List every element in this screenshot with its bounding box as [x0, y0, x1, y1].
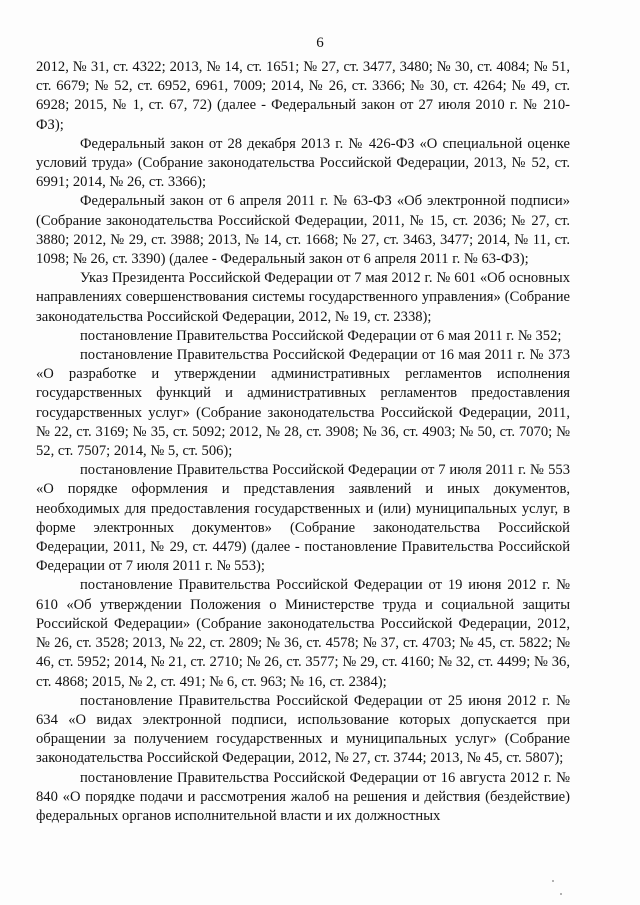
scan-speck	[560, 893, 562, 895]
scan-speck	[552, 880, 554, 882]
document-body	[36, 58, 570, 826]
paragraph-resolution-840: постановление Правительства Российской Федерации от 16 августа 2012 г. № 840 «О порядке подачи и рассмотрения жалоб на решения и действия (бездействие) федеральных органов исполнительной власти и их должностных	[36, 769, 570, 824]
paragraph-resolution-610: постановление Правительства Российской Федерации от 19 июня 2012 г. № 610 «Об утверждении Положения о Министерстве труда и социальной защиты Российской Федерации» (Собрание законодательства Российской Федерации, 2012, № 26, ст. 3528; 2013, № 22, ст. 2809; № 36, ст. 4578; № 37, ст. 4703; № 45, ст. 5822; № 46, ст. 5952; 2014, № 21, ст. 2710; № 26, ст. 3577; № 29, ст. 4160; № 32, ст. 4499; № 36, ст. 4868; 2015, № 2, ст. 491; № 6, ст. 963; № 16, ст. 2384);	[36, 577, 570, 690]
paragraph-federal-law-63: Федеральный закон от 6 апреля 2011 г. № 63-ФЗ «Об электронной подписи» (Собрание законодательства Российской Федерации, 2011, № 15, ст. 2036; № 27, ст. 3880; 2012, № 29, ст. 3988; 2013, № 14, ст. 1668; № 27, ст. 3463, 3477; 2014, № 11, ст. 1098; № 26, ст. 3390) (далее - Федеральный закон от 6 апреля 2011 г. № 63-ФЗ);	[36, 193, 570, 268]
paragraph-continued-citation: 2012, № 31, ст. 4322; 2013, № 14, ст. 1651; № 27, ст. 3477, 3480; № 30, ст. 4084; № 51, ст. 6679; № 52, ст. 6952, 6961, 7009; 2014, № 26, ст. 3366; № 30, ст. 4264; № 49, ст. 6928; 2015, № 1, ст. 67, 72) (далее - Федеральный закон от 27 июля 2010 г. № 210-ФЗ);	[36, 59, 570, 133]
paragraph-federal-law-426: Федеральный закон от 28 декабря 2013 г. № 426-ФЗ «О специальной оценке условий труда» (Собрание законодательства Российской Федерации, 2013, № 52, ст. 6991; 2014, № 26, ст. 3366);	[36, 135, 570, 191]
paragraph-resolution-352: постановление Правительства Российской Федерации от 6 мая 2011 г. № 352;	[80, 327, 562, 344]
paragraph-presidential-decree-601: Указ Президента Российской Федерации от 7 мая 2012 г. № 601 «Об основных направлениях совершенствования системы государственного управления» (Собрание законодательства Российской Федерации, 2012, № 19, ст. 2338);	[36, 270, 570, 325]
page-number: 6	[316, 35, 324, 51]
paragraph-resolution-634: постановление Правительства Российской Федерации от 25 июня 2012 г. № 634 «О видах электронной подписи, использование которых допускается при обращении за получением государственных и муниципальных услуг» (Собрание законодательства Российской Федерации, 2012, № 27, ст. 3744; 2013, № 45, ст. 5807);	[36, 692, 570, 767]
paragraph-resolution-553: постановление Правительства Российской Федерации от 7 июля 2011 г. № 553 «О порядке оформления и представления заявлений и иных документов, необходимых для предоставления государственных и (или) муниципальных услуг, в форме электронных документов» (Собрание законодательства Российской Федерации, 2011, № 29, ст. 4479) (далее - постановление Правительства Российской Федерации от 7 июля 2011 г. № 553);	[36, 462, 570, 575]
paragraph-resolution-373: постановление Правительства Российской Федерации от 16 мая 2011 г. № 373 «О разработке и утверждении административных регламентов исполнения государственных функций и административных регламентов предоставления государственных услуг» (Собрание законодательства Российской Федерации, 2011, № 22, ст. 3169; № 35, ст. 5092; 2012, № 28, ст. 3908; № 36, ст. 4903; № 50, ст. 7070; № 52, ст. 7507; 2014, № 5, ст. 506);	[36, 347, 570, 460]
